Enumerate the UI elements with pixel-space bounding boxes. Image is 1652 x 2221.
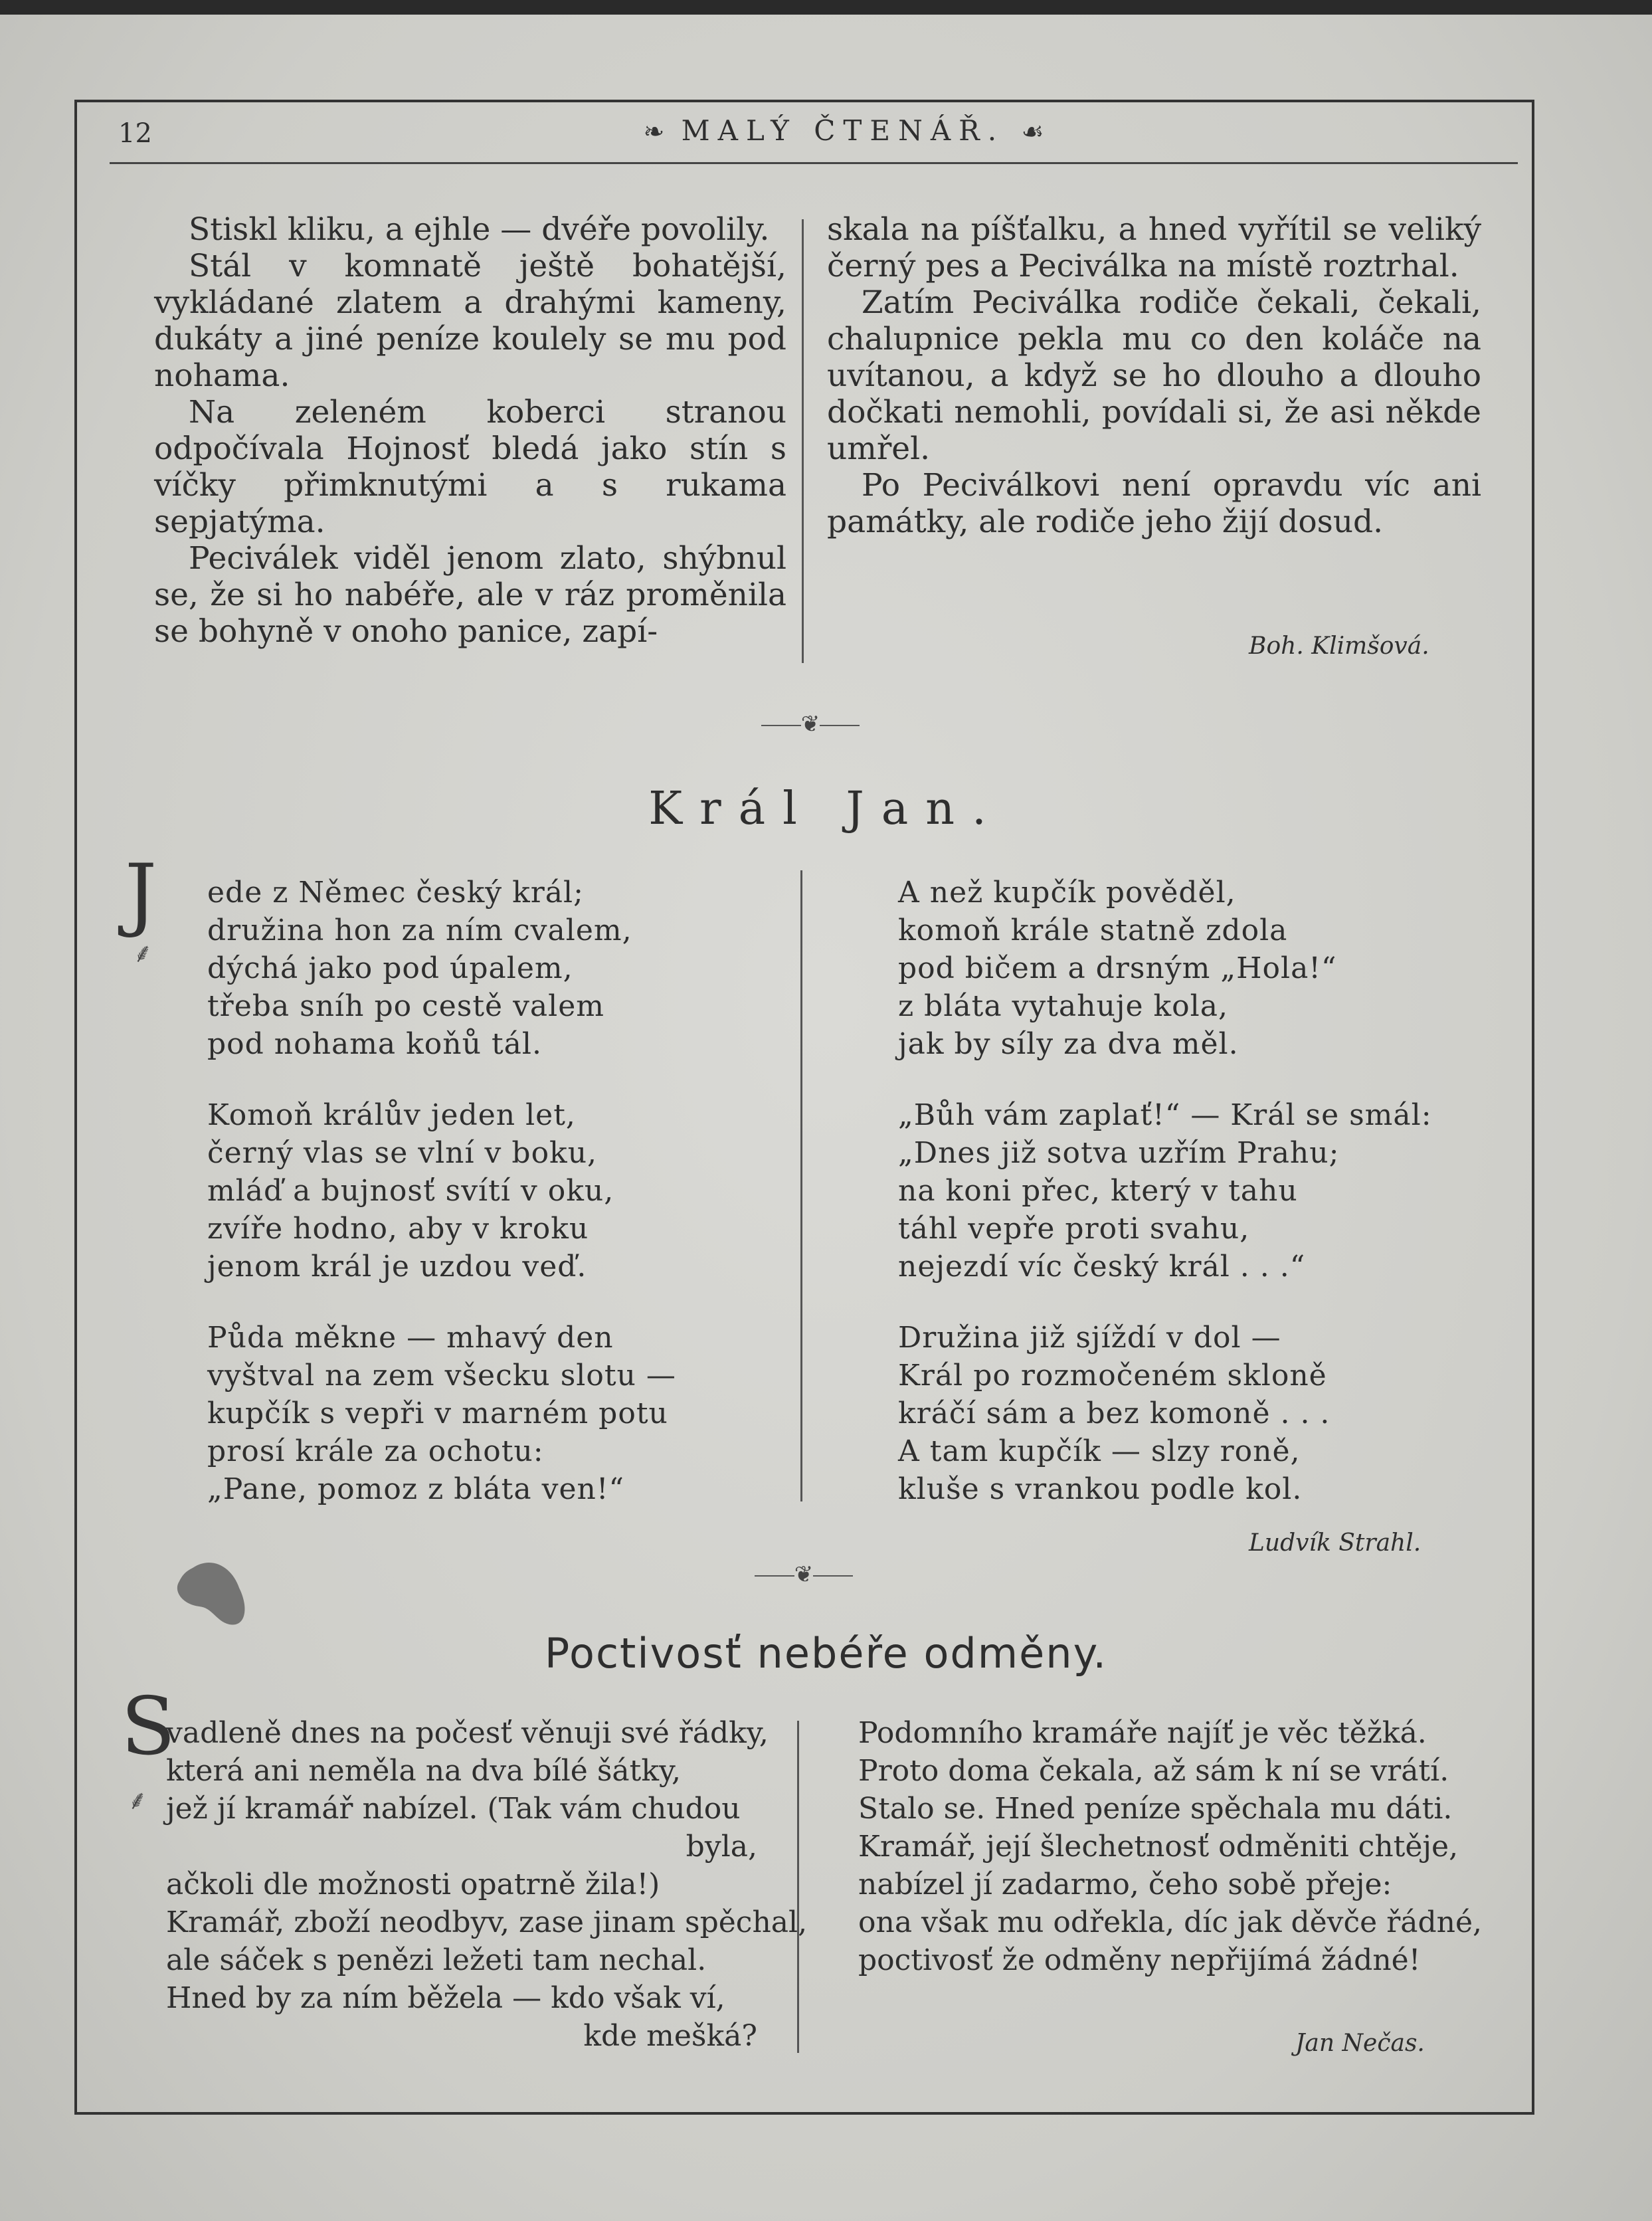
separator-icon: ❦ (794, 1561, 814, 1588)
verse-line: která ani neměla na dva bílé šátky, (166, 1754, 681, 1788)
verse-line: jenom král je uzdou veď. (207, 1250, 587, 1284)
verse-line: Půda měkne — mhavý den (207, 1321, 614, 1355)
verse-line: „Bůh vám zaplať!“ — Král se smál: (898, 1098, 1432, 1132)
ink-blot (166, 1555, 259, 1634)
running-title: MALÝ ČTENÁŘ. (681, 114, 1005, 147)
separator-icon: ❦ (800, 711, 820, 737)
story-paragraph: Stiskl kliku, a ejhle — dvéře povolily. (189, 211, 770, 248)
verse-line: vadleně dnes na počesť věnuji své řádky, (166, 1716, 769, 1750)
scan-edge (0, 0, 1652, 15)
verse-line: Kramář, její šlechetnosť odměniti chtěje, (858, 1830, 1459, 1864)
verse-line: Hned by za ním běžela — kdo však ví, (166, 1981, 725, 2015)
column-rule (802, 219, 804, 663)
drop-cap: S (121, 1681, 176, 1773)
story-paragraph: Po Peciválkovi není opravdu víc ani památky, ale rodiče jeho žijí dosud. (827, 467, 1481, 540)
story-right-column (827, 211, 1481, 540)
verse-line: poctivosť že odměny nepřijímá žádné! (858, 1943, 1421, 1977)
verse-line: Družina již sjíždí v dol — (898, 1321, 1281, 1355)
verse-line: táhl vepře proti svahu, (898, 1212, 1250, 1246)
verse-line: byla, (686, 1830, 757, 1864)
column-rule (797, 1721, 799, 2053)
verse-line: kde mešká? (583, 2019, 757, 2053)
verse-line: z bláta vytahuje kola, (898, 989, 1228, 1023)
verse-line: Podomního kramáře najíť je věc těžká. (858, 1716, 1427, 1750)
stanza (898, 1319, 1432, 1508)
story-paragraph: Na zeleném koberci stranou odpočívala Hojnosť bledá jako stín s víčky přimknutými a s rukama sepjatýma. (154, 394, 786, 540)
verse-line: kluše s vrankou podle kol. (898, 1472, 1303, 1506)
poem-left-column (166, 1714, 808, 2055)
poem-left-column (207, 874, 676, 1541)
fleuron-right-icon: ☙ (1021, 117, 1044, 146)
verse-line: Kramář, zboží neodbyv, zase jinam spěchal, (166, 1905, 808, 1939)
verse-line: vyštval na zem všecku slotu — (207, 1359, 676, 1393)
stanza (898, 874, 1432, 1063)
story-paragraph: Zatím Peciválka rodiče čekali, čekali, chalupnice pekla mu co den koláče na uvítanou, a když se ho dlouho a dlouho dočkati nemohli, povídali si, že asi někde umřel. (827, 284, 1481, 467)
verse-line: třeba sníh po cestě valem (207, 989, 604, 1023)
author-signature: Jan Nečas. (1295, 2030, 1425, 2057)
fleuron-left-icon: ❧ (643, 117, 665, 146)
verse-line: na koni přec, který v tahu (898, 1174, 1298, 1208)
verse-line: nejezdí víc český král . . .“ (898, 1250, 1306, 1284)
verse-line: Proto doma čekala, až sám k ní se vrátí. (858, 1754, 1449, 1788)
poem-right-column (858, 1714, 1509, 1979)
verse-line: Král po rozmočeném skloně (898, 1359, 1327, 1393)
verse-line: jak by síly za dva měl. (898, 1027, 1239, 1061)
verse-line: kupčík s vepři v marném potu (207, 1397, 668, 1430)
verse-line: mláď a bujnosť svítí v oku, (207, 1174, 614, 1208)
verse-line: dýchá jako pod úpalem, (207, 951, 573, 985)
poem-right-column (898, 874, 1432, 1541)
verse-line: jež jí kramář nabízel. (Tak vám chudou (166, 1792, 741, 1826)
story-left-column (154, 211, 786, 650)
separator-ornament (704, 1561, 903, 1588)
column-rule (800, 870, 802, 1501)
author-signature: Boh. Klimšová. (1249, 632, 1429, 660)
verse-line: A než kupčík pověděl, (898, 876, 1236, 910)
verse-line: komoň krále statně zdola (898, 914, 1288, 947)
story-paragraph: Peciválek viděl jenom zlato, shýbnul se, že si ho nabéře, ale v ráz proměnila se bohyně v onoho panice, zapí- (154, 540, 786, 650)
verse-line: „Dnes již sotva uzřím Prahu; (898, 1136, 1340, 1170)
verse-line: nabízel jí zadarmo, čeho sobě přeje: (858, 1868, 1392, 1901)
separator-ornament (711, 711, 910, 737)
header-rule (110, 162, 1518, 164)
story-paragraph: skala na píšťalku, a hned vyřítil se veliký černý pes a Peciválka na místě roztrhal. (827, 211, 1481, 284)
dropcap-flourish-icon: ⸙ (128, 1785, 147, 1816)
verse-line: pod nohama koňů tál. (207, 1027, 542, 1061)
verse-line: ona však mu odřekla, díc jak děvče řádné, (858, 1905, 1482, 1939)
drop-cap: J (125, 848, 157, 940)
verse-line: Stalo se. Hned peníze spěchala mu dáti. (858, 1792, 1453, 1826)
verse-line: ale sáček s penězi ležeti tam nechal. (166, 1943, 707, 1977)
verse-line: A tam kupčík — slzy roně, (898, 1434, 1301, 1468)
poem-title: Poctivosť nebéře odměny. (544, 1629, 1108, 1678)
poem-title: Král Jan. (648, 783, 1004, 835)
stanza (207, 1096, 676, 1286)
verse-line: ačkoli dle možnosti opatrně žila!) (166, 1868, 660, 1901)
verse-line: Komoň králův jeden let, (207, 1098, 576, 1132)
verse-line: kráčí sám a bez komoně . . . (898, 1397, 1331, 1430)
running-head (578, 114, 1109, 147)
stanza (898, 1096, 1432, 1286)
stanza (207, 874, 676, 1063)
page-number: 12 (118, 118, 152, 149)
story-paragraph: Stál v komnatě ještě bohatější, vykládané zlatem a drahými kameny, dukáty a jiné peníze koulely se mu pod nohama. (154, 248, 786, 394)
author-signature: Ludvík Strahl. (1249, 1529, 1422, 1557)
verse-line: zvíře hodno, aby v kroku (207, 1212, 589, 1246)
verse-line: pod bičem a drsným „Hola!“ (898, 951, 1337, 985)
verse-line: družina hon za ním cvalem, (207, 914, 632, 947)
stanza (207, 1319, 676, 1508)
verse-line: ede z Němec český král; (207, 876, 584, 910)
verse-line: černý vlas se vlní v boku, (207, 1136, 598, 1170)
verse-line: prosí krále za ochotu: (207, 1434, 544, 1468)
dropcap-flourish-icon: ⸙ (133, 938, 153, 969)
verse-line: „Pane, pomoz z bláta ven!“ (207, 1472, 624, 1506)
